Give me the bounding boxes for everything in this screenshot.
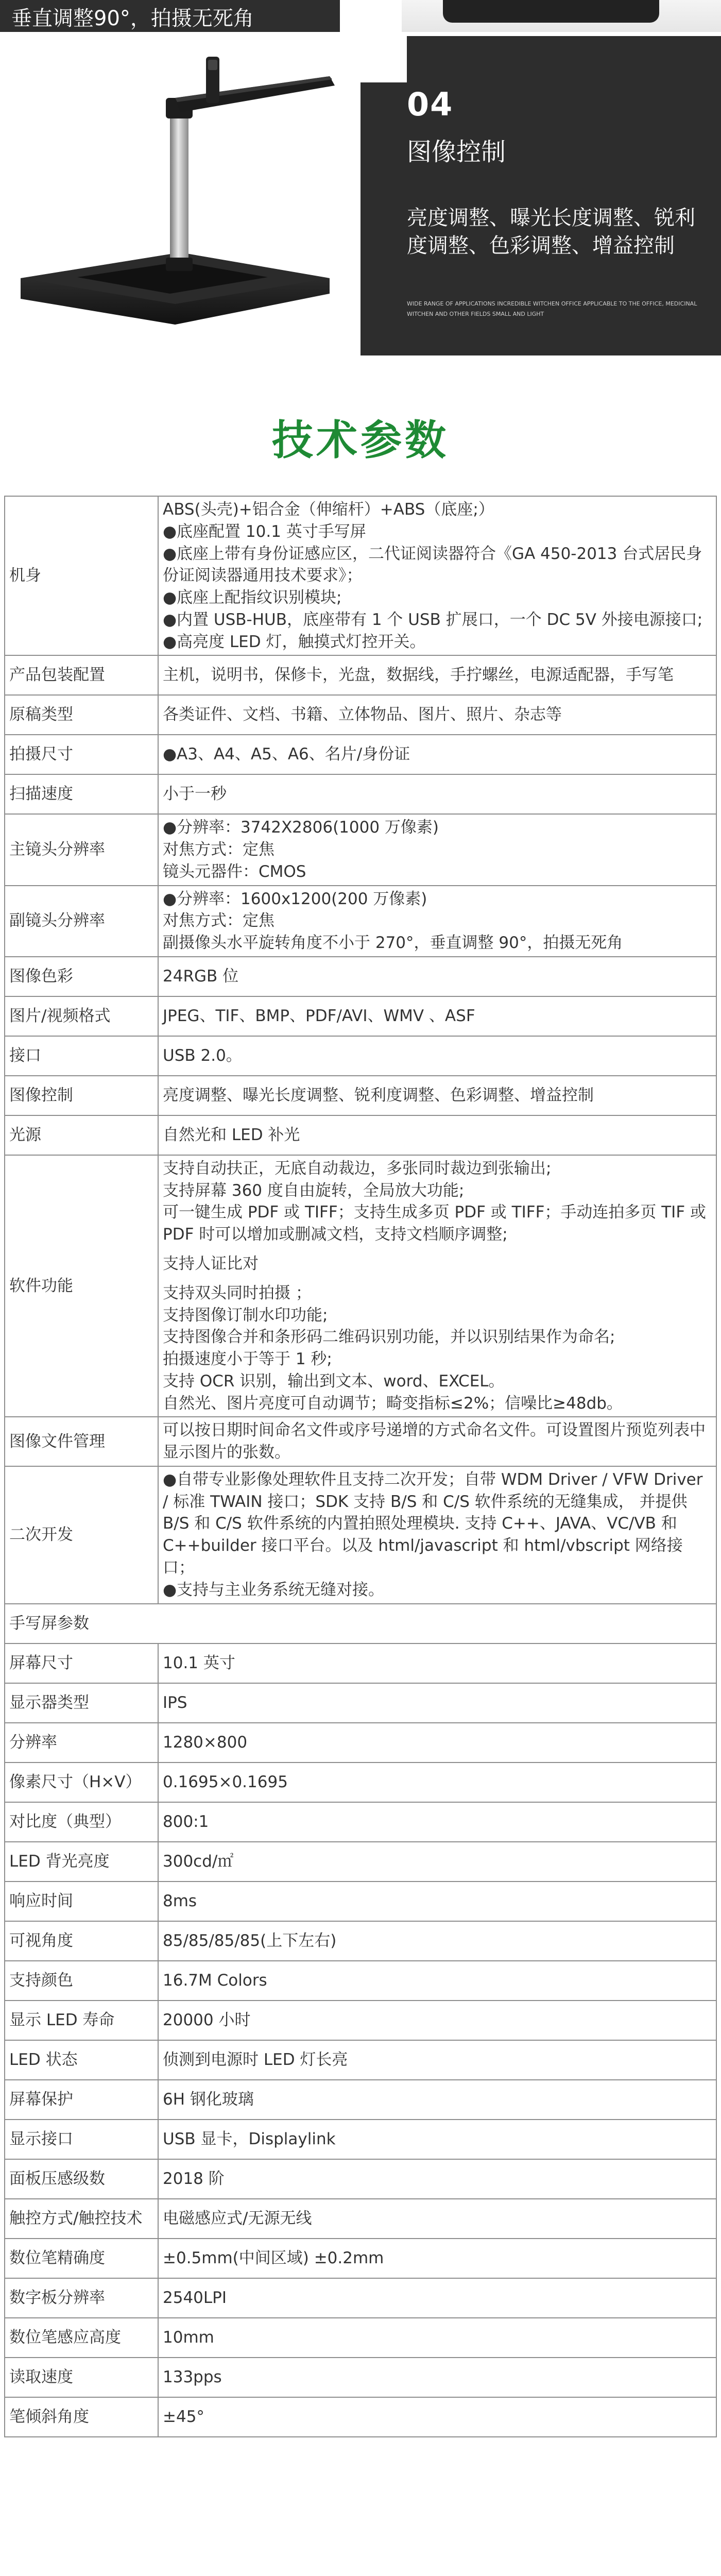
spec-row — [5, 1723, 716, 1762]
spec-value-line: 1280×800 — [163, 1733, 248, 1752]
spec-value-line: ●支持与主业务系统无缝对接。 — [163, 1580, 385, 1599]
spec-value-line: 支持图像合并和条形码二维码识别功能，并以识别结果作为命名; — [163, 1328, 615, 1347]
spec-row — [5, 886, 716, 957]
spec-value — [158, 2318, 716, 2358]
spec-label: 原稿类型 — [5, 695, 158, 735]
spec-label: 软件功能 — [5, 1155, 158, 1417]
spec-row — [5, 2397, 716, 2437]
spec-value-line: 支持 OCR 识别，输出到文本、word、EXCEL。 — [163, 1371, 505, 1391]
spec-label: 屏幕尺寸 — [5, 1643, 158, 1683]
spec-label: 读取速度 — [5, 2358, 158, 2397]
spec-value — [158, 2159, 716, 2199]
spec-row — [5, 2358, 716, 2397]
spec-row — [5, 2199, 716, 2239]
spec-value-line: 16.7M Colors — [163, 1971, 267, 1990]
spec-value-line: 10mm — [163, 2328, 214, 2347]
spec-label: 产品包装配置 — [5, 655, 158, 695]
spec-label: 显示 LED 寿命 — [5, 2001, 158, 2040]
spec-value-line: ●分辨率：3742X2806(1000 万像素) — [163, 818, 439, 837]
spec-row — [5, 957, 716, 996]
spec-label: 响应时间 — [5, 1882, 158, 1921]
feature-number: 04 — [407, 86, 454, 123]
spec-label: 图像色彩 — [5, 957, 158, 996]
product-banner — [0, 0, 721, 355]
top-caption-strip — [0, 0, 340, 32]
spec-value — [158, 2199, 716, 2239]
spec-value — [158, 1762, 716, 1802]
spec-value — [158, 2397, 716, 2437]
spec-value-line: 各类证件、文档、书籍、立体物品、图片、照片、杂志等 — [163, 705, 562, 724]
spec-value-line: ●高亮度 LED 灯，触摸式灯控开关。 — [163, 632, 426, 651]
spec-value-line: ●底座上配指纹识别模块; — [163, 588, 342, 607]
spec-value — [158, 496, 716, 655]
spec-row — [5, 1842, 716, 1882]
spec-row — [5, 1115, 716, 1155]
spec-table — [4, 496, 717, 2437]
spec-value-line: 2540LPI — [163, 2288, 227, 2307]
spec-value-line: ●底座上带有身份证感应区，二代证阅读器符合《GA 450-2013 台式居民身份证阅读器通用技术要求》； — [163, 544, 702, 585]
spec-label: LED 状态 — [5, 2040, 158, 2080]
spec-row — [5, 496, 716, 655]
spec-value — [158, 2001, 716, 2040]
spec-label: 二次开发 — [5, 1466, 158, 1604]
spec-value-line: 侦测到电源时 LED 灯长亮 — [163, 2050, 348, 2069]
spec-gap — [163, 1275, 712, 1282]
panel-corner-notch — [360, 36, 407, 82]
feature-panel — [360, 36, 721, 355]
spec-row — [5, 814, 716, 885]
spec-value — [158, 774, 716, 814]
spec-row — [5, 1155, 716, 1417]
spec-value-line: 自然光、图片亮度可自动调节；畸变指标≤2%；信噪比≥48db。 — [163, 1394, 623, 1413]
spec-value-line: 800:1 — [163, 1812, 209, 1831]
spec-value — [158, 957, 716, 996]
spec-row — [5, 2080, 716, 2120]
spec-value-line: 可一键生成 PDF 或 TIFF；支持生成多页 PDF 或 TIFF；手动连拍多页 TIF 或 PDF 时可以增加或删减文档，支持文档顺序调整; — [163, 1203, 707, 1244]
spec-value — [158, 1921, 716, 1961]
spec-label: 图像控制 — [5, 1076, 158, 1115]
spec-value-line: 10.1 英寸 — [163, 1653, 235, 1672]
spec-table-body — [5, 496, 716, 2437]
spec-value — [158, 2278, 716, 2318]
spec-row — [5, 735, 716, 774]
spec-value-line: 自然光和 LED 补光 — [163, 1126, 300, 1145]
spec-label: 可视角度 — [5, 1921, 158, 1961]
spec-value-line: ●自带专业影像处理软件且支持二次开发；自带 WDM Driver / VFW Driver / 标准 TWAIN 接口；SDK 支持 B/S 和 C/S 软件系统的无缝集成， 并提供 B/S 和 C/S 软件系统的内置拍照处理模块. 支持 C++、JAVA、VC/VB 和 C++builder 接口平台。以及 html/javascript 和 html/vbscript 网络接口； — [163, 1470, 703, 1577]
spec-label: 笔倾斜角度 — [5, 2397, 158, 2437]
spec-value-line: 主机，说明书，保修卡，光盘，数据线，手拧螺丝，电源适配器，手写笔 — [163, 666, 674, 685]
spec-value-line: 可以按日期时间命名文件或序号递增的方式命名文件。可设置图片预览列表中显示图片的张数。 — [163, 1421, 706, 1462]
spec-value — [158, 1466, 716, 1604]
spec-label: 数位笔精确度 — [5, 2239, 158, 2278]
spec-value-line: 6H 钢化玻璃 — [163, 2090, 254, 2109]
spec-row — [5, 695, 716, 735]
spec-row — [5, 2318, 716, 2358]
spec-row — [5, 2001, 716, 2040]
spec-value-line: 300cd/㎡ — [163, 1852, 234, 1871]
spec-value — [158, 1643, 716, 1683]
spec-row — [5, 1417, 716, 1466]
feature-small-print: WIDE RANGE OF APPLICATIONS INCREDIBLE WITCHEN OFFICE APPLICABLE TO THE OFFICE, MEDICINAL WITCHEN AND OTHER FIELDS SMALL AND LIGHT — [407, 300, 697, 317]
spec-value — [158, 814, 716, 885]
spec-value-line: ●底座配置 10.1 英寸手写屏 — [163, 522, 366, 541]
spec-value — [158, 1961, 716, 2001]
spec-row — [5, 2040, 716, 2080]
device-bottom-edge — [443, 0, 659, 23]
spec-row — [5, 655, 716, 695]
spec-row — [5, 2278, 716, 2318]
spec-label: 显示接口 — [5, 2120, 158, 2159]
spec-value — [158, 735, 716, 774]
spec-value-line: 20000 小时 — [163, 2010, 251, 2029]
spec-value-line: USB 2.0。 — [163, 1046, 242, 1065]
device-top-image — [402, 0, 721, 32]
spec-label: 数字板分辨率 — [5, 2278, 158, 2318]
spec-row — [5, 1076, 716, 1115]
spec-row — [5, 2239, 716, 2278]
spec-label: 副镜头分辨率 — [5, 886, 158, 957]
spec-value-line: 小于一秒 — [163, 785, 227, 804]
spec-row — [5, 1882, 716, 1921]
spec-value — [158, 996, 716, 1036]
spec-row — [5, 996, 716, 1036]
spec-row — [5, 1643, 716, 1683]
spec-value-line: 拍摄速度小于等于 1 秒; — [163, 1350, 332, 1369]
spec-label: 像素尺寸（H×V） — [5, 1762, 158, 1802]
spec-row — [5, 774, 716, 814]
spec-value — [158, 1723, 716, 1762]
spec-value-line: 支持双头同时拍摄 ； — [163, 1283, 312, 1302]
spec-value — [158, 2239, 716, 2278]
spec-value-line: 0.1695×0.1695 — [163, 1772, 288, 1791]
spec-value-line: 85/85/85/85(上下左右) — [163, 1931, 337, 1950]
spec-value — [158, 1683, 716, 1723]
spec-label: 主镜头分辨率 — [5, 814, 158, 885]
spec-value — [158, 1036, 716, 1076]
spec-value-line: 2018 阶 — [163, 2169, 225, 2188]
spec-row — [5, 1802, 716, 1842]
document-camera-image — [0, 36, 360, 355]
spec-value-line: ±0.5mm(中间区域) ±0.2mm — [163, 2248, 384, 2267]
top-caption: 垂直调整90°，拍摄无死角 — [11, 7, 254, 30]
spec-value — [158, 1076, 716, 1115]
spec-row — [5, 2159, 716, 2199]
spec-row — [5, 1466, 716, 1604]
spec-value — [158, 2358, 716, 2397]
spec-value-line: 24RGB 位 — [163, 967, 239, 986]
spec-value — [158, 886, 716, 957]
spec-label: LED 背光亮度 — [5, 1842, 158, 1882]
spec-value — [158, 1417, 716, 1466]
spec-value-line: 支持人证比对 — [163, 1255, 259, 1274]
spec-label: 光源 — [5, 1115, 158, 1155]
spec-label: 图片/视频格式 — [5, 996, 158, 1036]
spec-value — [158, 2080, 716, 2120]
feature-description: 亮度调整、曝光长度调整、锐利度调整、色彩调整、增益控制 — [407, 206, 695, 258]
spec-label: 触控方式/触控技术 — [5, 2199, 158, 2239]
feature-title: 图像控制 — [407, 138, 506, 166]
spec-value-line: IPS — [163, 1693, 187, 1712]
spec-label: 机身 — [5, 496, 158, 655]
spec-value — [158, 695, 716, 735]
spec-value — [158, 655, 716, 695]
spec-value-line: 对焦方式：定焦 — [163, 911, 274, 930]
spec-value-line: JPEG、TIF、BMP、PDF/AVI、WMV 、ASF — [163, 1007, 475, 1026]
spec-value-line: ●A3、A4、A5、A6、名片/身份证 — [163, 745, 410, 764]
spec-value-line: ±45° — [163, 2407, 204, 2426]
spec-label: 对比度（典型） — [5, 1802, 158, 1842]
spec-label: 扫描速度 — [5, 774, 158, 814]
spec-value — [158, 2120, 716, 2159]
spec-value-line: 副摄像头水平旋转角度不小于 270°，垂直调整 90°，拍摄无死角 — [163, 934, 623, 953]
spec-value-line: ●内置 USB-HUB，底座带有 1 个 USB 扩展口，一个 DC 5V 外接电源接口; — [163, 610, 703, 629]
section-heading: 技术参数 — [272, 416, 449, 464]
spec-value-line: USB 显卡，Displaylink — [163, 2129, 336, 2148]
spec-row — [5, 1036, 716, 1076]
spec-value-line: 8ms — [163, 1891, 197, 1910]
spec-row — [5, 1921, 716, 1961]
spec-value — [158, 1842, 716, 1882]
spec-label: 支持颜色 — [5, 1961, 158, 2001]
spec-label: 显示器类型 — [5, 1683, 158, 1723]
spec-row — [5, 1683, 716, 1723]
spec-label: 分辨率 — [5, 1723, 158, 1762]
spec-label: 手写屏参数 — [5, 1604, 716, 1643]
spec-value-line: 镜头元器件：CMOS — [163, 862, 306, 881]
spec-value — [158, 1882, 716, 1921]
spec-label: 接口 — [5, 1036, 158, 1076]
spec-value-line: 亮度调整、曝光长度调整、锐利度调整、色彩调整、增益控制 — [163, 1086, 594, 1105]
spec-label: 数位笔感应高度 — [5, 2318, 158, 2358]
spec-value-line: 支持屏幕 360 度自由旋转，全局放大功能; — [163, 1181, 465, 1200]
spec-value — [158, 1155, 716, 1417]
spec-row — [5, 1961, 716, 2001]
spec-row — [5, 1604, 716, 1643]
spec-value-line: 133pps — [163, 2367, 222, 2386]
spec-label: 图像文件管理 — [5, 1417, 158, 1466]
spec-value-line: ●分辨率：1600x1200(200 万像素) — [163, 889, 427, 908]
spec-value — [158, 1115, 716, 1155]
spec-row — [5, 1762, 716, 1802]
spec-label: 面板压感级数 — [5, 2159, 158, 2199]
spec-row — [5, 2120, 716, 2159]
spec-value-line: 支持自动扶正，无底自动裁边，多张同时裁边到张输出; — [163, 1159, 552, 1178]
spec-value — [158, 2040, 716, 2080]
spec-value-line: ABS(头壳)+铝合金（伸缩杆）+ABS（底座;） — [163, 500, 494, 519]
spec-value-line: 电磁感应式/无源无线 — [163, 2209, 312, 2228]
spec-label: 拍摄尺寸 — [5, 735, 158, 774]
spec-value — [158, 1802, 716, 1842]
spec-gap — [163, 1246, 712, 1253]
spec-value-line: 对焦方式：定焦 — [163, 840, 274, 859]
spec-label: 屏幕保护 — [5, 2080, 158, 2120]
spec-value-line: 支持图像订制水印功能; — [163, 1306, 328, 1325]
